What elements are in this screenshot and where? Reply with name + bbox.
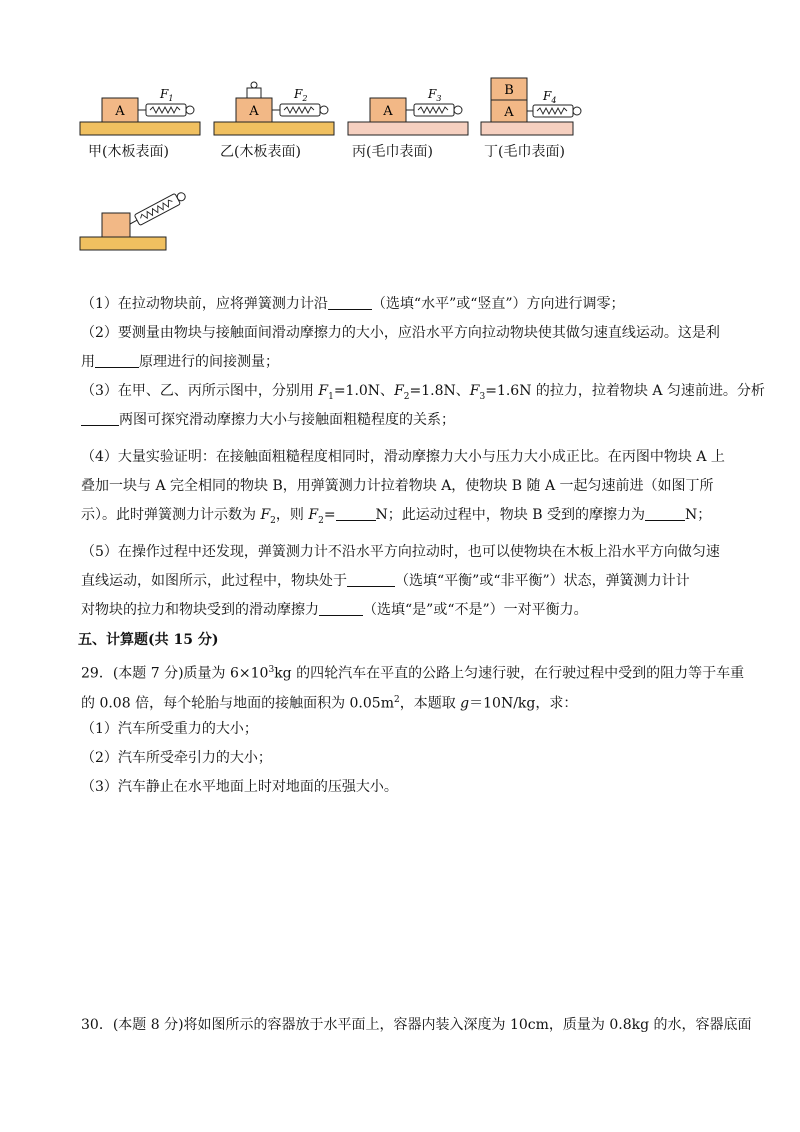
answer-blank[interactable] <box>336 506 376 521</box>
q5-line-3: 对物块的拉力和物块受到的滑动摩擦力 （选填“是”或“不是”）一对平衡力。 <box>81 602 588 618</box>
q1-line: （1）在拉动物块前，应将弹簧测力计沿 （选填“水平”或“竖直”）方向进行调零； <box>81 296 625 312</box>
q2-line-2: 用 原理进行的间接测量； <box>81 354 279 370</box>
caption-bing: 丙(毛巾表面) <box>352 144 433 160</box>
svg-text:B: B <box>504 83 514 98</box>
q29-line-1: 29．(本题 7 分)质量为 $6\times 10^3kg$ 的四轮汽车在平直的公路上匀速行驶，在行驶过程中受到的阻力等于车重 <box>81 665 745 682</box>
wood-board <box>80 122 200 135</box>
caption-ding: 丁(毛巾表面) <box>484 144 565 160</box>
section-heading: 五、计算题(共 15 分) <box>78 632 219 648</box>
q4-line-3: 示）。此时弹簧测力计示数为 $F_2$，则 $F_2= N$；此运动过程中，物块 B 受到的摩擦力为 N； <box>81 507 712 526</box>
wood-board <box>214 122 334 135</box>
wood-board <box>80 237 166 250</box>
answer-blank[interactable] <box>328 295 372 310</box>
block <box>102 213 130 237</box>
answer-blank[interactable] <box>81 411 119 426</box>
block-label: A <box>115 104 125 119</box>
q4-line-2: 叠加一块与 A 完全相同的物块 B，用弹簧测力计拉着物块 A，使物块 B 随 A 一起匀速前进（如图丁所 <box>81 478 714 494</box>
q4-line-1: （4）大量实验证明：在接触面粗糙程度相同时，滑动摩擦力大小与压力大小成正比。在丙图中物块 A 上 <box>81 449 725 465</box>
figure-slanted-pull <box>80 180 210 252</box>
answer-blank[interactable] <box>645 506 685 521</box>
caption-yi: 乙(木板表面) <box>220 144 301 160</box>
q29-line-2: 的 0.08 倍，每个轮胎与地面的接触面积为 $0.05m^2$，本题取 g＝10N/kg，求： <box>81 695 578 712</box>
figure-jia <box>80 84 220 136</box>
q29-sub-1: （1）汽车所受重力的大小； <box>81 721 258 737</box>
answer-blank[interactable] <box>319 601 363 616</box>
svg-text:F4: $F_4$ <box>543 89 557 105</box>
q5-line-1: （5）在操作过程中还发现，弹簧测力计不沿水平方向拉动时，也可以使物块在木板上沿水平方向做匀速 <box>81 544 720 560</box>
answer-blank[interactable] <box>347 572 395 587</box>
svg-text:A: A <box>383 104 393 119</box>
caption-jia: 甲(木板表面) <box>88 144 169 160</box>
svg-text:F3: $F_3$ <box>428 87 442 103</box>
svg-text:A: A <box>504 105 514 120</box>
q5-line-2: 直线运动，如图所示，此过程中，物块处于 （选填“平衡”或“非平衡”）状态，弹簧测力计计 <box>81 573 690 589</box>
svg-text:F2: $F_2$ <box>294 87 308 103</box>
figure-ding <box>481 76 621 136</box>
weight <box>247 88 261 98</box>
q2-line-1: （2）要测量由物块与接触面间滑动摩擦力的大小，应沿水平方向拉动物块使其做匀速直线运动。这是利 <box>81 325 720 341</box>
svg-text:A: A <box>249 104 259 119</box>
svg-text:F1: $F_1$ <box>160 87 174 103</box>
answer-blank[interactable] <box>95 353 139 368</box>
q29-sub-3: （3）汽车静止在水平地面上时对地面的压强大小。 <box>81 779 398 795</box>
towel-board <box>348 122 468 135</box>
figure-bing <box>348 84 488 136</box>
towel-board <box>481 122 573 135</box>
q30-line-1: 30．(本题 8 分)将如图所示的容器放于水平面上，容器内装入深度为 10cm，质量为 0.8kg 的水，容器底面 <box>81 1017 752 1033</box>
figure-yi <box>214 84 354 136</box>
q29-sub-2: （2）汽车所受牵引力的大小； <box>81 750 272 766</box>
q3-line-2: 两图可探究滑动摩擦力大小与接触面粗糙程度的关系； <box>81 410 455 430</box>
q3-line-1: （3）在甲、乙、丙所示图中，分别用 $F_1=1.0N$、$F_2=1.8N$、$F_3=1.6N$ 的拉力，拉着物块 A 匀速前进。分析 <box>81 383 765 402</box>
